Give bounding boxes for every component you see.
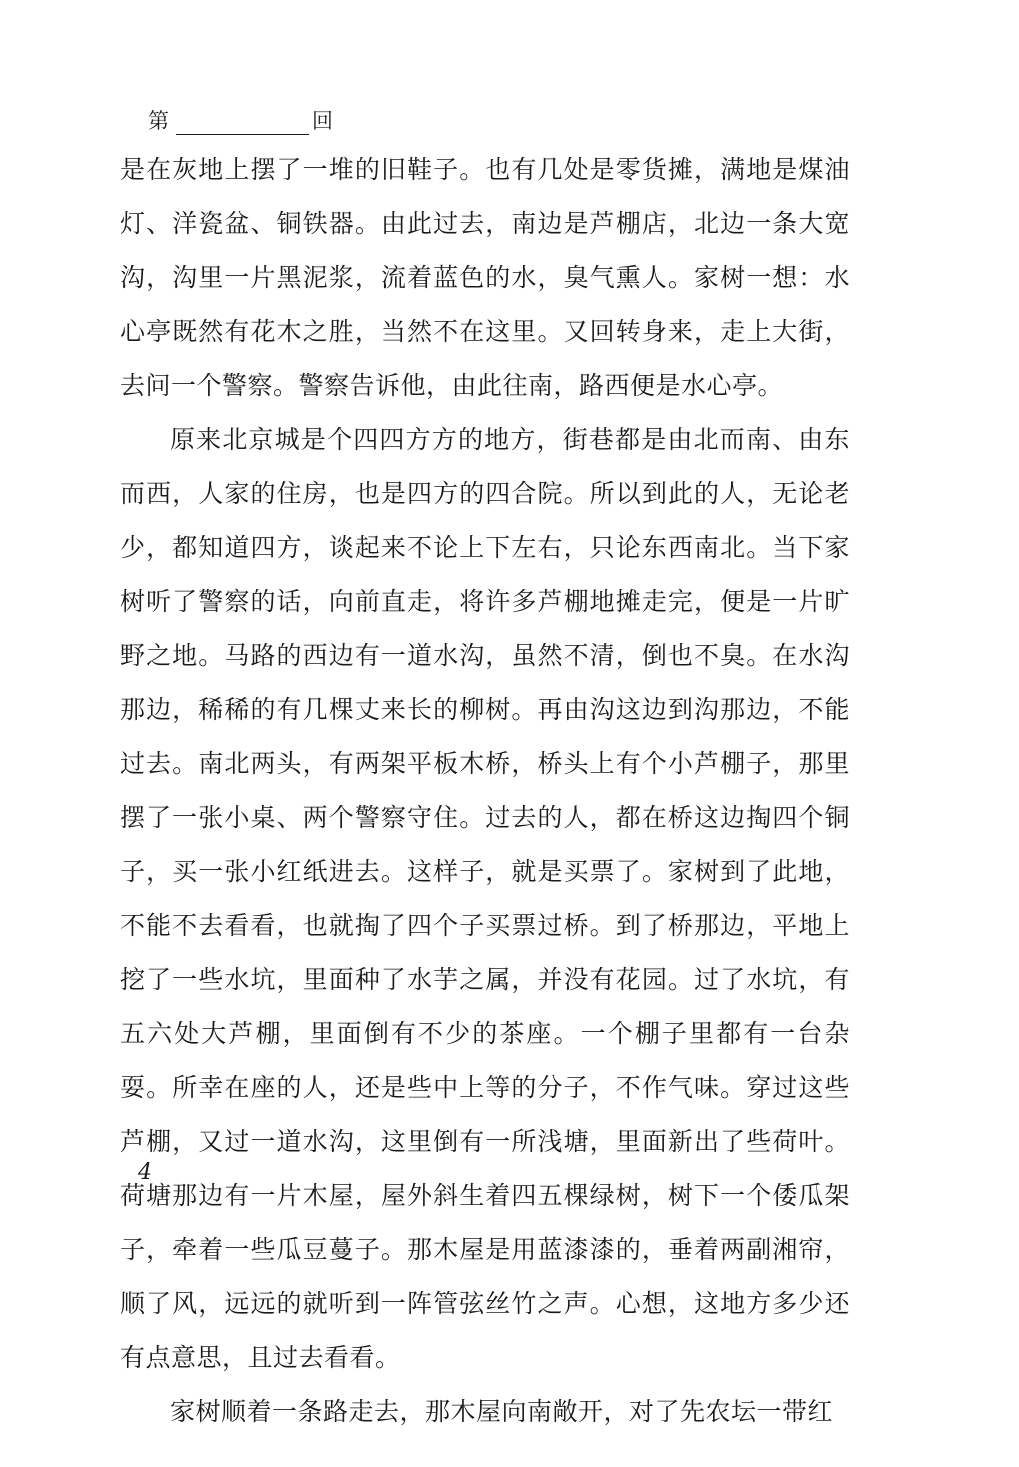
running-head <box>148 106 333 136</box>
running-head-chapter-prefix: 第 <box>148 109 169 133</box>
body-text <box>120 143 850 1439</box>
paragraph-2: 原来北京城是个四四方方的地方，街巷都是由北而南、由东而西，人家的住房，也是四方的四合院。所以到此的人，无论老少，都知道四方，谈起来不论上下左右，只论东西南北。当下家树听了警察的话，向前直走，将许多芦棚地摊走完，便是一片旷野之地。马路的西边有一道水沟，虽然不清，倒也不臭。在水沟那边，稀稀的有几棵丈来长的柳树。再由沟这边到沟那边，不能过去。南北两头，有两架平板木桥，桥头上有个小芦棚子，那里摆了一张小桌、两个警察守住。过去的人，都在桥这边掏四个铜子，买一张小红纸进去。这样子，就是买票了。家树到了此地，不能不去看看，也就掏了四个子买票过桥。到了桥那边，平地上挖了一些水坑，里面种了水芋之属，并没有花园。过了水坑，有五六处大芦棚，里面倒有不少的茶座。一个棚子里都有一台杂耍。所幸在座的人，还是些中上等的分子，不作气味。穿过这些芦棚，又过一道水沟，这里倒有一所浅塘，里面新出了些荷叶。荷塘那边有一片木屋，屋外斜生着四五棵绿树，树下一个倭瓜架子，牵着一些瓜豆蔓子。那木屋是用蓝漆漆的，垂着两副湘帘，顺了风，远远的就听到一阵管弦丝竹之声。心想，这地方多少还有点意思，且过去看看。 <box>120 425 850 1372</box>
running-head-chapter-suffix: 回 <box>312 109 333 133</box>
paragraph-3: 家树顺着一条路走去，那木屋向南敞开，对了先农坛一带红 <box>170 1397 834 1426</box>
paragraph-1: 是在灰地上摆了一堆的旧鞋子。也有几处是零货摊，满地是煤油灯、洋瓷盆、铜铁器。由此过去，南边是芦棚店，北边一条大宽沟，沟里一片黑泥浆，流着蓝色的水，臭气熏人。家树一想：水心亭既然有花木之胜，当然不在这里。又回转身来，走上大街，去问一个警察。警察告诉他，由此往南，路西便是水心亭。 <box>120 155 850 400</box>
running-head-rule <box>176 134 309 135</box>
page-number: 4 <box>138 1160 152 1185</box>
